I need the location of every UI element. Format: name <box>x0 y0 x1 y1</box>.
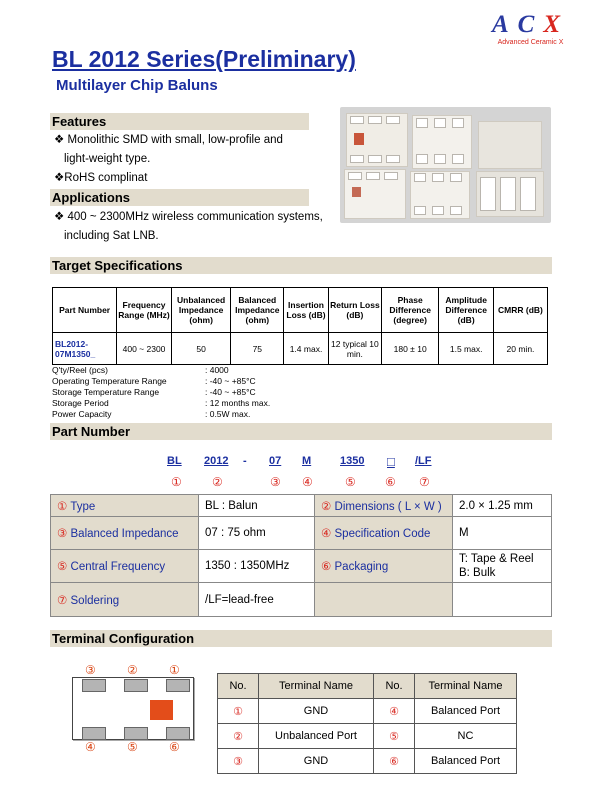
applications-heading: Applications <box>50 189 309 206</box>
logo-subtitle: Advanced Ceramic X <box>497 39 564 46</box>
terminal-no: ③ <box>218 749 259 774</box>
spec-cell: 1.4 max. <box>284 333 329 365</box>
type-label: ③ Balanced Impedance <box>51 517 199 550</box>
terminal-marker: ① <box>169 663 180 677</box>
spec-cell: 12 typical 10 min. <box>328 333 381 365</box>
type-value: /LF=lead-free <box>199 583 315 617</box>
spec-cell: 20 min. <box>493 333 547 365</box>
pn-marker: ⑥ <box>385 475 396 489</box>
pn-code: 1350 <box>340 455 365 467</box>
terminal-name: Unbalanced Port <box>259 724 374 749</box>
features-item-2: light-weight type. <box>64 153 151 165</box>
features-item-3: ❖RoHS complinat <box>54 172 148 184</box>
type-value: 07 : 75 ohm <box>199 517 315 550</box>
spec-header: Phase Difference (degree) <box>381 288 438 333</box>
target-spec-heading: Target Specifications <box>50 257 552 274</box>
part-number-heading: Part Number <box>50 423 552 440</box>
note-value: : -40 ~ +85°C <box>205 376 256 386</box>
note-value: : 0.5W max. <box>205 409 251 419</box>
spec-header: Amplitude Difference (dB) <box>439 288 494 333</box>
terminal-no: ② <box>218 724 259 749</box>
spec-cell: 1.5 max. <box>439 333 494 365</box>
type-row <box>51 583 552 617</box>
note-label: Storage Temperature Range <box>52 387 160 397</box>
terminal-marker: ③ <box>85 663 96 677</box>
terminal-row <box>218 749 517 774</box>
type-value: 1350 : 1350MHz <box>199 550 315 583</box>
part-number-markers <box>0 475 593 491</box>
type-value: T: Tape & Reel B: Bulk <box>453 550 552 583</box>
page-subtitle: Multilayer Chip Baluns <box>56 77 218 94</box>
note-label: Storage Period <box>52 398 109 408</box>
type-row <box>51 495 552 517</box>
terminal-name: GND <box>259 749 374 774</box>
type-label-empty <box>315 583 453 617</box>
pn-marker: ② <box>212 475 223 489</box>
pn-code: □ <box>387 454 395 469</box>
note-value: : 4000 <box>205 365 229 375</box>
features-item-1: ❖ Monolithic SMD with small, low-profile and <box>54 134 283 146</box>
orientation-mark <box>150 700 173 720</box>
terminal-marker: ④ <box>85 740 96 754</box>
spec-cell: 75 <box>231 333 284 365</box>
terminal-name: Balanced Port <box>415 699 517 724</box>
terminal-no: ④ <box>374 699 415 724</box>
type-table <box>50 494 552 617</box>
chip-diagram <box>72 677 194 740</box>
terminal-heading: Terminal Configuration <box>50 630 552 647</box>
type-label: ⑤ Central Frequency <box>51 550 199 583</box>
spec-header: Insertion Loss (dB) <box>284 288 329 333</box>
terminal-marker: ⑤ <box>127 740 138 754</box>
part-number-code <box>0 455 593 471</box>
pn-marker: ⑦ <box>419 475 430 489</box>
spec-cell: 50 <box>171 333 231 365</box>
spec-header: CMRR (dB) <box>493 288 547 333</box>
spec-header: Balanced Impedance (ohm) <box>231 288 284 333</box>
pn-code: M <box>302 455 312 467</box>
terminal-pad-3 <box>82 679 106 692</box>
spec-cell: 180 ± 10 <box>381 333 438 365</box>
pn-code: /LF <box>415 455 432 467</box>
terminal-no: ⑤ <box>374 724 415 749</box>
pn-marker: ③ <box>270 475 281 489</box>
terminal-row <box>218 724 517 749</box>
type-row <box>51 550 552 583</box>
terminal-pad-1 <box>166 679 190 692</box>
applications-item-2: including Sat LNB. <box>64 230 159 242</box>
type-label: ⑥ Packaging <box>315 550 453 583</box>
terminal-table <box>217 673 517 774</box>
type-label: ② Dimensions ( L × W ) <box>315 495 453 517</box>
acx-logo <box>488 12 573 46</box>
pn-code: - <box>243 455 247 467</box>
features-heading: Features <box>50 113 309 130</box>
logo-mark: ACX <box>491 11 570 38</box>
type-value-empty <box>453 583 552 617</box>
spec-part-number: BL2012-07M1350_ <box>53 333 117 365</box>
terminal-header: Terminal Name <box>415 674 517 699</box>
notes-labels <box>52 365 167 420</box>
pn-code: 2012 <box>204 455 229 467</box>
type-label: ① Type <box>51 495 199 517</box>
type-label: ⑦ Soldering <box>51 583 199 617</box>
terminal-marker: ② <box>127 663 138 677</box>
terminal-row <box>218 699 517 724</box>
product-photo <box>340 107 551 223</box>
pn-code: BL <box>167 455 182 467</box>
terminal-header: Terminal Name <box>259 674 374 699</box>
pn-code: 07 <box>269 455 282 467</box>
spec-header-row <box>53 288 548 333</box>
spec-table <box>52 287 548 365</box>
spec-header: Unbalanced Impedance (ohm) <box>171 288 231 333</box>
spec-row <box>53 333 548 365</box>
type-value: M <box>453 517 552 550</box>
spec-header: Part Number <box>53 288 117 333</box>
terminal-no: ⑥ <box>374 749 415 774</box>
type-value: BL : Balun <box>199 495 315 517</box>
terminal-name: NC <box>415 724 517 749</box>
notes-values <box>205 365 270 420</box>
pn-marker: ④ <box>302 475 313 489</box>
spec-cell: 400 ~ 2300 <box>117 333 172 365</box>
pn-marker: ① <box>171 475 182 489</box>
note-value: : -40 ~ +85°C <box>205 387 256 397</box>
applications-item-1: ❖ 400 ~ 2300MHz wireless communication systems, <box>54 211 323 223</box>
note-value: : 12 months max. <box>205 398 271 408</box>
note-label: Q'ty/Reel (pcs) <box>52 365 108 375</box>
type-value: 2.0 × 1.25 mm <box>453 495 552 517</box>
terminal-pad-6 <box>166 727 190 740</box>
terminal-pad-5 <box>124 727 148 740</box>
terminal-name: GND <box>259 699 374 724</box>
page-title: BL 2012 Series(Preliminary) <box>52 46 356 72</box>
pn-marker: ⑤ <box>345 475 356 489</box>
note-label: Power Capacity <box>52 409 112 419</box>
terminal-marker: ⑥ <box>169 740 180 754</box>
spec-header: Return Loss (dB) <box>328 288 381 333</box>
terminal-no: ① <box>218 699 259 724</box>
terminal-pad-2 <box>124 679 148 692</box>
terminal-header-row <box>218 674 517 699</box>
type-label: ④ Specification Code <box>315 517 453 550</box>
type-row <box>51 517 552 550</box>
terminal-header: No. <box>374 674 415 699</box>
terminal-pad-4 <box>82 727 106 740</box>
note-label: Operating Temperature Range <box>52 376 167 386</box>
spec-header: Frequency Range (MHz) <box>117 288 172 333</box>
terminal-header: No. <box>218 674 259 699</box>
terminal-name: Balanced Port <box>415 749 517 774</box>
